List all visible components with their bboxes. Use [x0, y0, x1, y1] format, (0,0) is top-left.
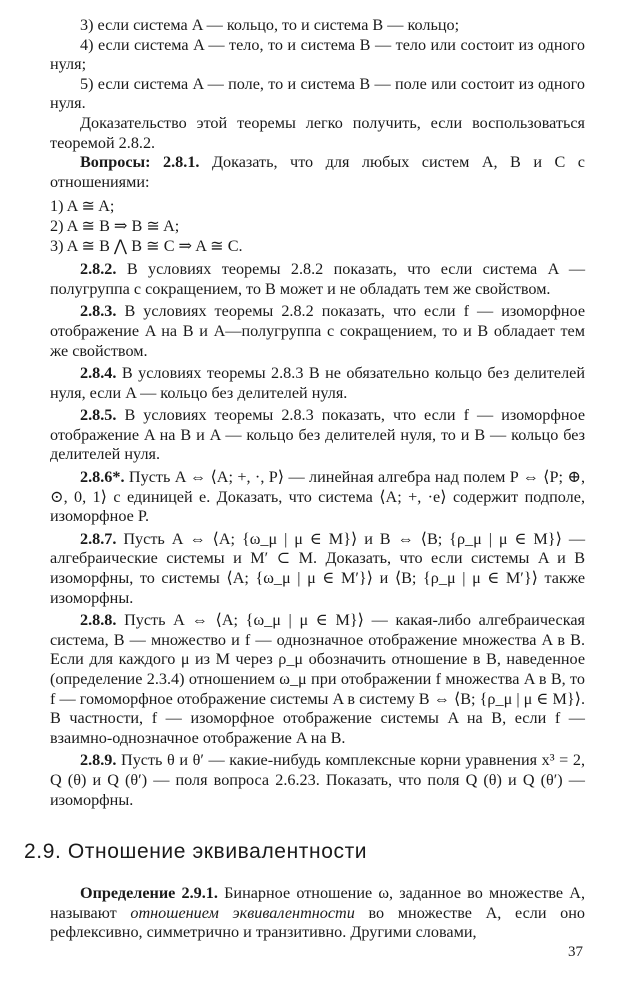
text-line: Доказательство этой теоремы легко получить, если воспользоваться теоремой 2.8.2. — [50, 113, 585, 152]
page-number: 37 — [568, 944, 583, 960]
question-number: 2.8.5. — [80, 406, 117, 425]
list-item: 1) A ≅ A; — [50, 197, 115, 216]
definition-label: Определение 2.9.1. — [80, 884, 218, 903]
question-number: 2.8.3. — [80, 302, 117, 321]
question — [50, 611, 585, 748]
text-line: 3) если система A — кольцо, то и система B — кольцо; — [80, 16, 460, 34]
definition-text-end: во множестве A, если оно рефлексивно, симметрично и транзитивно. Другими словами, — [50, 903, 586, 942]
question — [50, 468, 585, 527]
question-number: 2.8.2. — [80, 260, 117, 279]
relation-list — [50, 197, 585, 256]
definition-term: отношением эквивалентности — [130, 903, 355, 922]
question-text: Пусть θ и θ′ — какие-нибудь комплексные корни уравнения x³ = 2, Q (θ) и Q (θ′) — поля вопроса 2.6.23. Показать, что поля Q (θ) и Q (θ′) — изоморфны. — [50, 751, 585, 809]
question-number: 2.8.9. — [80, 751, 117, 770]
question-text: В условиях теоремы 2.8.3 B не обязательно кольцо без делителей нуля, если A — кольцо без делителей нуля. — [50, 364, 586, 402]
list-item: 2) A ≅ B ⇒ B ≅ A; — [50, 216, 180, 235]
question-number: 2.8.8. — [80, 611, 117, 630]
question-text: В условиях теоремы 2.8.2 показать, что если система A — полугруппа с сокращением, то B может и не обладать тем же свойством. — [50, 260, 586, 298]
question-text: Пусть A ⇔ ⟨A; {ω_μ | μ ∈ M}⟩ и B ⇔ ⟨B; {ρ_μ | μ ∈ M}⟩ — алгебраические системы и M′ ⊂ M. Доказать, что если системы A и B изоморфны, то системы ⟨A; {ω_μ | μ ∈ M′}⟩ и ⟨B; {ρ_μ | μ ∈ M′}⟩ также изоморфны. — [50, 529, 586, 607]
text-line: 5) если система A — поле, то и система B — поле или состоит из одного нуля. — [50, 74, 585, 113]
section-heading: 2.9. Отношение эквивалентности — [24, 840, 368, 864]
question-number: 2.8.4. — [80, 364, 117, 383]
question — [50, 260, 585, 299]
question — [50, 302, 585, 361]
questions-intro — [50, 153, 585, 192]
question — [50, 530, 585, 608]
question-number: 2.8.1. — [163, 153, 200, 172]
question-number: 2.8.6*. — [80, 468, 125, 487]
text-line: 4) если система A — тело, то и система B — тело или состоит из одного нуля; — [50, 35, 585, 74]
definition — [50, 884, 585, 943]
question-text: В условиях теоремы 2.8.3 показать, что если f — изоморфное отображение A на B и A — кольцо без делителей нуля, то и B — кольцо без делителей нуля. — [50, 406, 586, 464]
list-item: 3) A ≅ B ⋀ B ≅ C ⇒ A ≅ C. — [50, 236, 243, 255]
question — [50, 364, 585, 403]
definition-text: Бинарное отношение ω, заданное во множестве A, называют — [50, 884, 585, 922]
question — [50, 751, 585, 810]
questions-label: Вопросы: — [80, 153, 151, 172]
question-number: 2.8.7. — [80, 529, 117, 548]
question-text: В условиях теоремы 2.8.2 показать, что если f — изоморфное отображение A на B и A—полугруппа с сокращением, то и B обладает тем же свойством. — [50, 302, 586, 360]
question-text: Пусть A ⇔ ⟨A; +, ·, P⟩ — линейная алгебра над полем P ⇔ ⟨P; ⊕, ⊙, 0, 1⟩ с единицей e. Доказать, что система ⟨A; +, ·e⟩ содержит подполе, изоморфное P. — [50, 468, 585, 526]
question — [50, 406, 585, 465]
question-text: Пусть A ⇔ ⟨A; {ω_μ | μ ∈ M}⟩ — какая-либо алгебраическая система, B — множество и f — однозначное отображение множества A в B. Если для каждого μ из M через ρ_μ обозначить отношение в B, наведенное (определение 2.3.4) отношением ω_μ при отображении f множества A в B, то f — гомоморфное отображение системы A в систему B ⇔ ⟨B; {ρ_μ | μ ∈ M}⟩. В частности, f — изоморфное отображение системы A на B, если f — взаимно-однозначное отображение A на B. — [50, 611, 585, 747]
question-text: Доказать, что для любых систем A, B и C с отношениями: — [50, 153, 585, 191]
